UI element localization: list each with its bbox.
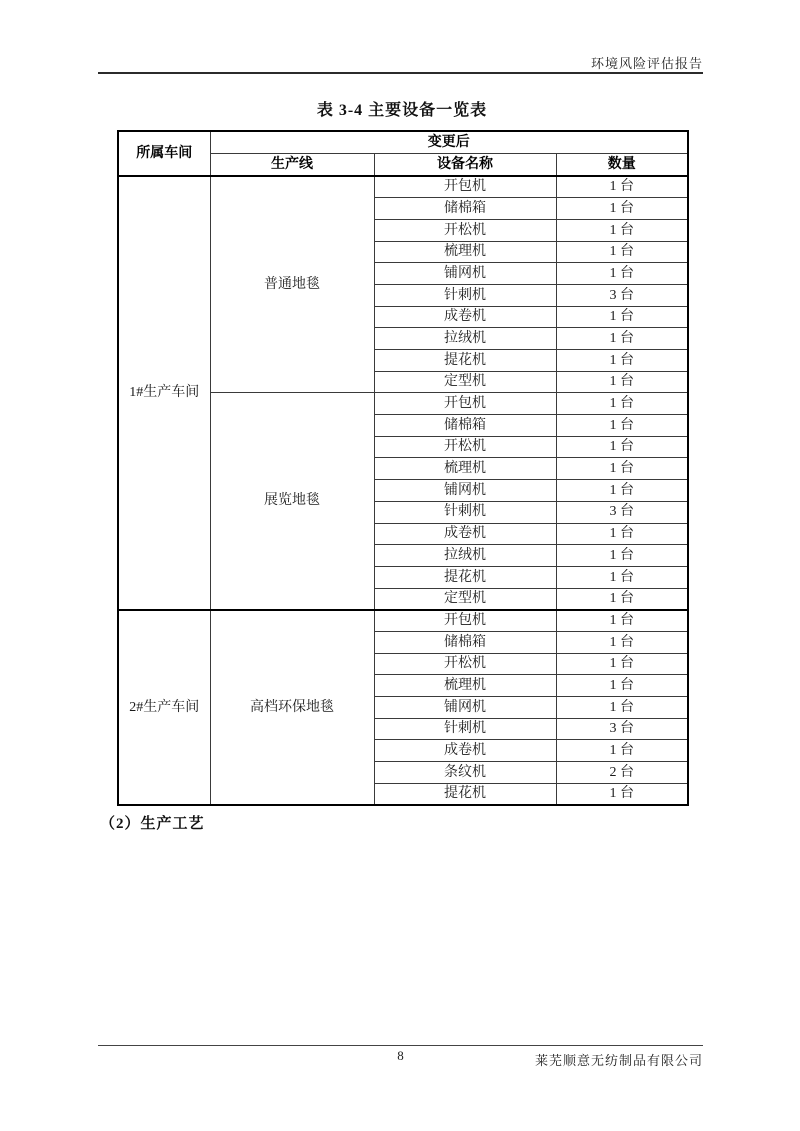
device-name-cell: 储棉箱 bbox=[374, 415, 556, 437]
quantity-cell: 1 台 bbox=[556, 588, 688, 610]
device-name-cell: 储棉箱 bbox=[374, 631, 556, 653]
quantity-cell: 1 台 bbox=[556, 610, 688, 632]
quantity-cell: 1 台 bbox=[556, 176, 688, 198]
footer-rule bbox=[98, 1045, 703, 1046]
device-name-cell: 条纹机 bbox=[374, 762, 556, 784]
production-line-cell: 高档环保地毯 bbox=[210, 610, 374, 805]
production-line-cell: 展览地毯 bbox=[210, 393, 374, 610]
section-heading-production-process: （2）生产工艺 bbox=[100, 816, 205, 832]
quantity-cell: 1 台 bbox=[556, 697, 688, 719]
quantity-cell: 1 台 bbox=[556, 523, 688, 545]
quantity-cell: 3 台 bbox=[556, 284, 688, 306]
quantity-cell: 1 台 bbox=[556, 328, 688, 350]
device-name-cell: 铺网机 bbox=[374, 697, 556, 719]
device-name-cell: 定型机 bbox=[374, 371, 556, 393]
quantity-cell: 1 台 bbox=[556, 653, 688, 675]
device-name-cell: 拉绒机 bbox=[374, 328, 556, 350]
quantity-cell: 1 台 bbox=[556, 263, 688, 285]
device-name-cell: 拉绒机 bbox=[374, 545, 556, 567]
equipment-table-body bbox=[118, 176, 688, 805]
device-name-cell: 开包机 bbox=[374, 610, 556, 632]
device-name-cell: 储棉箱 bbox=[374, 198, 556, 220]
quantity-cell: 1 台 bbox=[556, 393, 688, 415]
device-name-cell: 成卷机 bbox=[374, 523, 556, 545]
quantity-cell: 1 台 bbox=[556, 241, 688, 263]
device-name-cell: 开松机 bbox=[374, 653, 556, 675]
device-name-cell: 开松机 bbox=[374, 219, 556, 241]
workshop-cell: 1#生产车间 bbox=[118, 176, 210, 610]
quantity-cell: 1 台 bbox=[556, 566, 688, 588]
device-name-cell: 开包机 bbox=[374, 176, 556, 198]
quantity-cell: 1 台 bbox=[556, 545, 688, 567]
quantity-cell: 3 台 bbox=[556, 718, 688, 740]
device-name-cell: 针刺机 bbox=[374, 718, 556, 740]
quantity-cell: 1 台 bbox=[556, 783, 688, 805]
device-name-cell: 提花机 bbox=[374, 350, 556, 372]
device-name-cell: 成卷机 bbox=[374, 306, 556, 328]
equipment-table bbox=[117, 130, 689, 806]
device-name-cell: 定型机 bbox=[374, 588, 556, 610]
quantity-cell: 1 台 bbox=[556, 458, 688, 480]
device-name-cell: 开松机 bbox=[374, 436, 556, 458]
workshop-cell: 2#生产车间 bbox=[118, 610, 210, 805]
report-header-title: 环境风险评估报告 bbox=[590, 56, 703, 71]
page-number: 8 bbox=[397, 1048, 404, 1063]
quantity-cell: 1 台 bbox=[556, 480, 688, 502]
device-name-cell: 梳理机 bbox=[374, 241, 556, 263]
device-name-cell: 针刺机 bbox=[374, 501, 556, 523]
table-row bbox=[118, 176, 688, 198]
quantity-cell: 1 台 bbox=[556, 371, 688, 393]
quantity-cell: 1 台 bbox=[556, 675, 688, 697]
quantity-cell: 1 台 bbox=[556, 306, 688, 328]
quantity-cell: 1 台 bbox=[556, 415, 688, 437]
table-title: 表 3-4 主要设备一览表 bbox=[316, 102, 488, 119]
device-name-cell: 铺网机 bbox=[374, 480, 556, 502]
header-rule bbox=[98, 72, 703, 74]
device-name-cell: 铺网机 bbox=[374, 263, 556, 285]
quantity-cell: 1 台 bbox=[556, 740, 688, 762]
quantity-cell: 3 台 bbox=[556, 501, 688, 523]
quantity-cell: 1 台 bbox=[556, 198, 688, 220]
production-line-cell: 普通地毯 bbox=[210, 176, 374, 393]
column-header-device-name: 设备名称 bbox=[374, 153, 556, 176]
device-name-cell: 梳理机 bbox=[374, 675, 556, 697]
quantity-cell: 1 台 bbox=[556, 631, 688, 653]
device-name-cell: 提花机 bbox=[374, 783, 556, 805]
device-name-cell: 开包机 bbox=[374, 393, 556, 415]
device-name-cell: 针刺机 bbox=[374, 284, 556, 306]
column-header-workshop: 所属车间 bbox=[118, 131, 210, 176]
quantity-cell: 1 台 bbox=[556, 219, 688, 241]
device-name-cell: 成卷机 bbox=[374, 740, 556, 762]
column-header-after-change: 变更后 bbox=[210, 131, 688, 153]
table-row bbox=[118, 610, 688, 632]
footer-company-name: 莱芜顺意无纺制品有限公司 bbox=[534, 1053, 703, 1068]
quantity-cell: 2 台 bbox=[556, 762, 688, 784]
column-header-production-line: 生产线 bbox=[210, 153, 374, 176]
page-footer bbox=[98, 1048, 703, 1066]
equipment-table-header bbox=[118, 131, 688, 176]
quantity-cell: 1 台 bbox=[556, 436, 688, 458]
header-row-top bbox=[118, 131, 688, 153]
quantity-cell: 1 台 bbox=[556, 350, 688, 372]
device-name-cell: 梳理机 bbox=[374, 458, 556, 480]
column-header-quantity: 数量 bbox=[556, 153, 688, 176]
device-name-cell: 提花机 bbox=[374, 566, 556, 588]
